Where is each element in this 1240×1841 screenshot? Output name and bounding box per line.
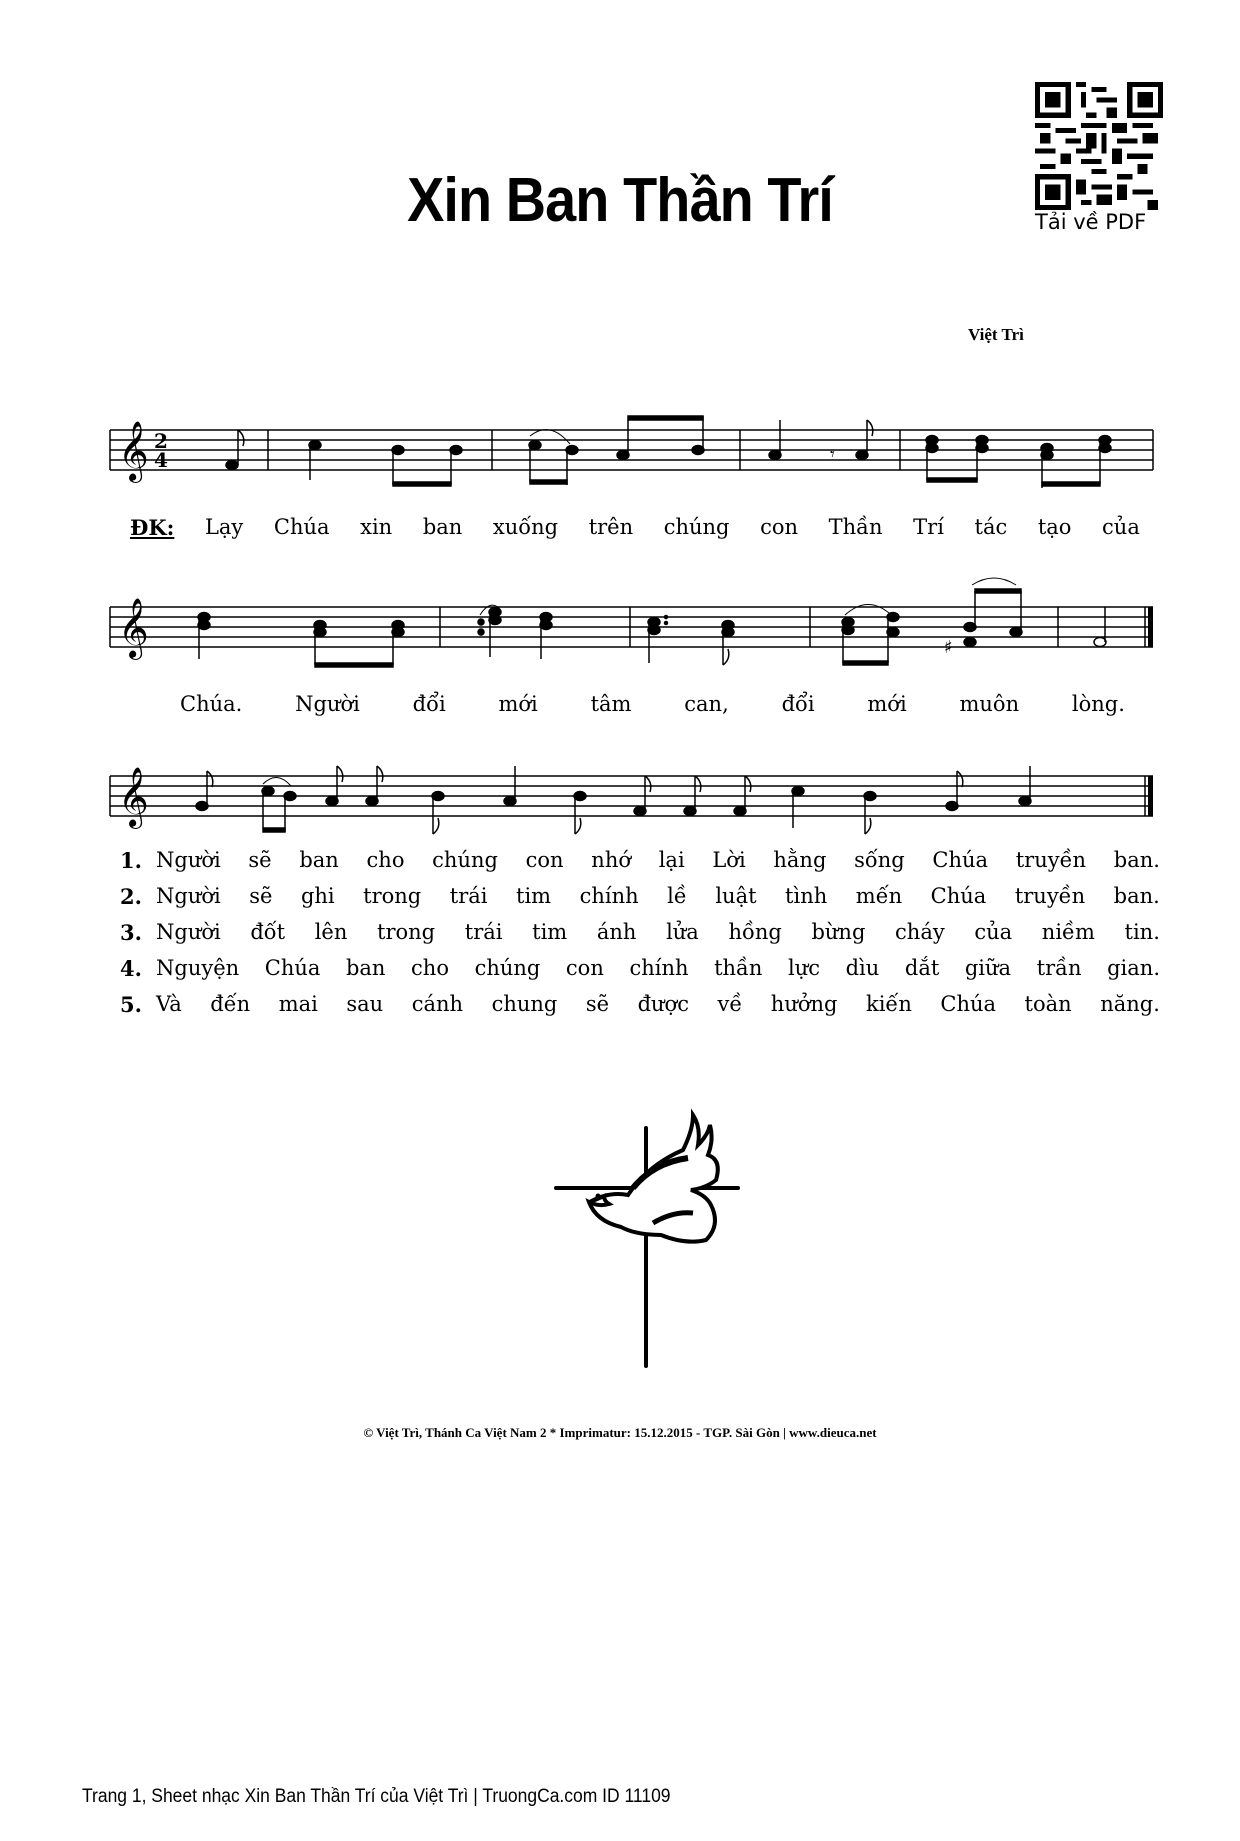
lyric-word: về [717, 992, 743, 1016]
lyric-word: truyền [1014, 884, 1086, 908]
lyric-word: toàn [1024, 992, 1072, 1016]
lyric-word: ánh [596, 920, 637, 944]
lyric-word: kiến [865, 992, 912, 1016]
lyric-word: tạo [1037, 515, 1072, 539]
lyric-word: Lời [712, 848, 746, 872]
lyric-word: Người [156, 848, 221, 872]
lyric-word: cho [411, 956, 449, 980]
lyric-word: Chúa [932, 848, 989, 872]
lyric-word: chính [579, 884, 639, 908]
lyric-word: sẽ [249, 884, 273, 908]
verse-number: 1. [120, 848, 142, 873]
lyric-word: Người [156, 920, 221, 944]
lyric-word: trong [363, 884, 422, 908]
lyric-word: sẽ [585, 992, 610, 1016]
lyric-word: tác [974, 515, 1008, 539]
treble-clef-icon: 𝄞 [118, 421, 149, 481]
lyric-word: mai [278, 992, 318, 1016]
lyric-word: hưởng [770, 992, 838, 1016]
verse-number: 5. [120, 992, 142, 1017]
lyric-word: tin. [1124, 920, 1160, 944]
verse-5 [120, 992, 1160, 1017]
verse-number: 4. [120, 956, 142, 981]
lyric-word: lên [314, 920, 348, 944]
lyric-word: ban [422, 515, 463, 539]
lyric-word: dìu [845, 956, 880, 980]
staff-2 [110, 597, 1153, 657]
lyric-word: xuống [492, 515, 559, 539]
refrain-lyrics-1 [130, 515, 1140, 540]
lyric-word: ban. [1113, 884, 1160, 908]
lyric-word: lại [658, 848, 685, 872]
lyric-word: Trí [913, 515, 944, 539]
copyright-footer: © Việt Trì, Thánh Ca Việt Nam 2 * Imprimatur: 15.12.2015 - TGP. Sài Gòn | www.dieuca.net [363, 1425, 877, 1440]
lyric-word: mới [867, 692, 907, 716]
lyric-word: con [525, 848, 564, 872]
lyric-word: mới [498, 692, 538, 716]
treble-clef-icon: 𝄞 [118, 767, 149, 827]
lyric-word: mến [855, 884, 903, 908]
lyric-word: ban [345, 956, 386, 980]
lyric-word: Chúa [940, 992, 997, 1016]
sharp-icon: ♯ [944, 637, 953, 658]
lyric-word: sẽ [248, 848, 272, 872]
verse-2 [120, 884, 1160, 909]
download-pdf-link[interactable]: Tải về PDF [1035, 210, 1147, 234]
lyric-word: luật [715, 884, 757, 908]
lyric-word: chính [629, 956, 689, 980]
lyric-word: năng. [1100, 992, 1160, 1016]
lyric-word: nhớ [591, 848, 631, 872]
lyric-word: tim [516, 884, 552, 908]
lyric-word: lửa [666, 920, 699, 944]
lyric-word: truyền [1015, 848, 1087, 872]
lyric-word: sau [346, 992, 384, 1016]
svg-text:2: 2 [154, 429, 168, 453]
staff-1 [110, 420, 1153, 480]
lyric-word: thần [714, 956, 763, 980]
lyric-word: tình [785, 884, 828, 908]
lyric-word: Lạy [204, 515, 244, 539]
lyric-word: gian. [1107, 956, 1160, 980]
lyric-word: trái [464, 920, 503, 944]
lyric-word: của [1102, 515, 1140, 539]
treble-clef-icon: 𝄞 [118, 598, 149, 658]
lyric-word: ban [299, 848, 339, 872]
lyric-word: Chúa. [180, 692, 243, 716]
lyric-word: Người [156, 884, 221, 908]
song-title: Xin Ban Thần Trí [407, 166, 833, 235]
lyric-word: hằng [773, 848, 827, 872]
verse-number: 2. [120, 884, 142, 909]
lyric-word: được [637, 992, 689, 1016]
lyric-word: bừng [811, 920, 866, 944]
svg-text:4: 4 [154, 448, 168, 472]
lyric-word: con [565, 956, 604, 980]
verse-1 [120, 848, 1160, 873]
lyric-word: cánh [411, 992, 464, 1016]
lyric-word: lực [788, 956, 821, 980]
qr-code-icon[interactable] [1035, 82, 1163, 210]
lyric-word: đốt [250, 920, 286, 944]
lyric-word: xin [360, 515, 393, 539]
lyric-word: trần [1036, 956, 1082, 980]
lyric-word: tâm [590, 692, 632, 716]
lyric-word: con [760, 515, 799, 539]
refrain-lyrics-2 [180, 692, 1125, 716]
eighth-rest-icon: 𝄾 [830, 444, 835, 465]
lyric-word: lòng. [1071, 692, 1125, 716]
lyric-word: chung [491, 992, 558, 1016]
verse-4 [120, 956, 1160, 981]
lyric-word: đổi [781, 692, 815, 716]
lyric-word: chúng [474, 956, 541, 980]
refrain-label: ĐK: [130, 515, 175, 540]
lyric-word: dắt [904, 956, 940, 980]
lyric-word: cho [366, 848, 405, 872]
lyric-word: Và [156, 992, 182, 1016]
verse-number: 3. [120, 920, 142, 945]
lyric-word: Chúa [930, 884, 987, 908]
composer: Việt Trì [968, 325, 1024, 344]
lyric-word: trên [588, 515, 634, 539]
lyric-word: Thần [828, 515, 883, 539]
lyric-word: ban. [1113, 848, 1160, 872]
verse-3 [120, 920, 1160, 945]
lyric-word: Chúa [264, 956, 321, 980]
lyric-word: sống [854, 848, 905, 872]
lyric-word: niềm [1041, 920, 1095, 944]
lyric-word: Người [295, 692, 360, 716]
lyric-word: đến [210, 992, 251, 1016]
dove-cross-icon [548, 1108, 748, 1368]
lyric-word: chúng [432, 848, 498, 872]
lyric-word: cháy [895, 920, 945, 944]
lyric-word: Chúa [273, 515, 330, 539]
lyric-word: của [974, 920, 1013, 944]
lyric-word: trái [449, 884, 488, 908]
staff-3 [110, 766, 1153, 826]
lyric-word: giữa [964, 956, 1012, 980]
lyric-word: can, [684, 692, 729, 716]
lyric-word: chúng [663, 515, 730, 539]
page-info: Trang 1, Sheet nhạc Xin Ban Thần Trí của Việt Trì | TruongCa.com ID 11109 [82, 1786, 671, 1807]
lyric-word: tim [532, 920, 568, 944]
lyric-word: lề [667, 884, 687, 908]
lyric-word: muôn [959, 692, 1020, 716]
lyric-word: Nguyện [156, 956, 240, 980]
lyric-word: đổi [412, 692, 446, 716]
lyric-word: trong [377, 920, 436, 944]
lyric-word: ghi [300, 884, 335, 908]
lyric-word: hồng [728, 920, 782, 944]
